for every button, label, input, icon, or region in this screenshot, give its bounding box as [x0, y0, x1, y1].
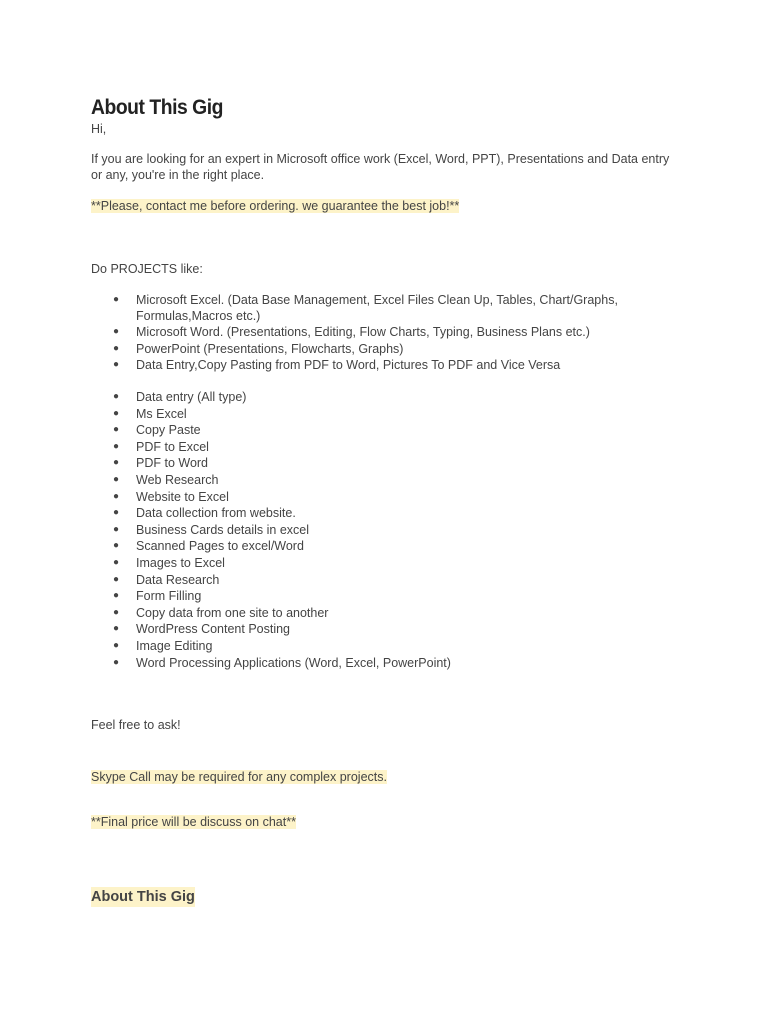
bullet-icon: ● — [113, 556, 120, 568]
list-item — [91, 605, 656, 622]
list-item — [91, 555, 656, 572]
list-item-text: Copy Paste — [136, 423, 201, 438]
list-item-text: Data Entry,Copy Pasting from PDF to Word, Pictures To PDF and Vice Versa — [136, 357, 561, 372]
list-item-text: Copy data from one site to another — [136, 605, 329, 620]
list-item — [91, 422, 656, 439]
list-item-text: Scanned Pages to excel/Word — [136, 539, 304, 554]
list-item — [91, 655, 656, 672]
list-item-text: Business Cards details in excel — [136, 522, 309, 537]
bullet-icon: ● — [113, 656, 120, 668]
list-item — [91, 439, 656, 456]
greeting-text: Hi, — [91, 122, 107, 136]
contact-note — [91, 198, 459, 214]
price-note — [91, 814, 296, 830]
list-item — [91, 472, 656, 489]
footer-title: About This Gig — [91, 889, 195, 905]
list-item-text: Microsoft Word. (Presentations, Editing, Flow Charts, Typing, Business Plans etc.) — [136, 325, 590, 340]
projects-heading: Do PROJECTS like: — [91, 262, 203, 276]
page-title: About This Gig — [91, 96, 224, 119]
bullet-icon: ● — [113, 294, 120, 305]
list-item-text: Word Processing Applications (Word, Excel, PowerPoint) — [136, 655, 451, 670]
list-item-text: Ms Excel — [136, 406, 187, 421]
list-item-text: Microsoft Excel. (Data Base Management, Excel Files Clean Up, Tables, Chart/Graphs, Formulas,Macros etc.) — [136, 293, 618, 324]
bullet-icon: ● — [113, 440, 120, 452]
services-list — [91, 389, 656, 671]
list-item — [91, 389, 656, 406]
list-item-text: Image Editing — [136, 638, 213, 653]
bullet-icon: ● — [113, 507, 120, 519]
list-item-text: PowerPoint (Presentations, Flowcharts, Graphs) — [136, 341, 404, 356]
bullet-icon: ● — [113, 623, 120, 635]
list-item — [91, 406, 656, 423]
list-item-text: Images to Excel — [136, 555, 225, 570]
bullet-icon: ● — [113, 639, 120, 651]
intro-paragraph: If you are looking for an expert in Microsoft office work (Excel, Word, PPT), Presentations and Data entry or any, you're in the right place. — [91, 152, 670, 182]
projects-list — [91, 292, 656, 373]
list-item — [91, 572, 656, 589]
list-item — [91, 505, 656, 522]
contact-note-text: **Please, contact me before ordering. we guarantee the best job!** — [91, 199, 460, 213]
bullet-icon: ● — [113, 342, 120, 354]
bullet-icon: ● — [113, 424, 120, 436]
list-item-text: PDF to Excel — [136, 439, 209, 454]
skype-note — [91, 769, 387, 785]
list-item — [91, 489, 656, 506]
bullet-icon: ● — [113, 326, 120, 338]
list-item-text: Web Research — [136, 472, 219, 487]
bullet-icon: ● — [113, 490, 120, 502]
list-item — [91, 324, 656, 340]
skype-note-text: Skype Call may be required for any complex projects. — [91, 770, 387, 784]
bullet-icon: ● — [113, 457, 120, 469]
list-item-text: Data Research — [136, 572, 220, 587]
bullet-icon: ● — [113, 590, 120, 602]
closing-text: Feel free to ask! — [91, 718, 181, 732]
list-item-text: Data collection from website. — [136, 506, 296, 521]
bullet-icon: ● — [113, 473, 120, 485]
list-item — [91, 341, 656, 357]
bullet-icon: ● — [113, 573, 120, 585]
bullet-icon: ● — [113, 540, 120, 552]
bullet-icon: ● — [113, 391, 120, 402]
list-item-text: WordPress Content Posting — [136, 622, 291, 637]
list-item — [91, 588, 656, 605]
list-item — [91, 638, 656, 655]
list-item-text: PDF to Word — [136, 456, 209, 471]
bullet-icon: ● — [113, 407, 120, 419]
bullet-icon: ● — [113, 358, 120, 370]
list-item-text: Data entry (All type) — [136, 390, 247, 404]
list-item — [91, 522, 656, 539]
list-item — [91, 621, 656, 638]
list-item-text: Website to Excel — [136, 489, 229, 504]
list-item — [91, 455, 656, 472]
list-item — [91, 292, 656, 324]
bullet-icon: ● — [113, 523, 120, 535]
list-item — [91, 357, 656, 373]
bullet-icon: ● — [113, 606, 120, 618]
list-item-text: Form Filling — [136, 589, 202, 604]
price-note-text: **Final price will be discuss on chat** — [91, 815, 296, 829]
list-item — [91, 538, 656, 555]
